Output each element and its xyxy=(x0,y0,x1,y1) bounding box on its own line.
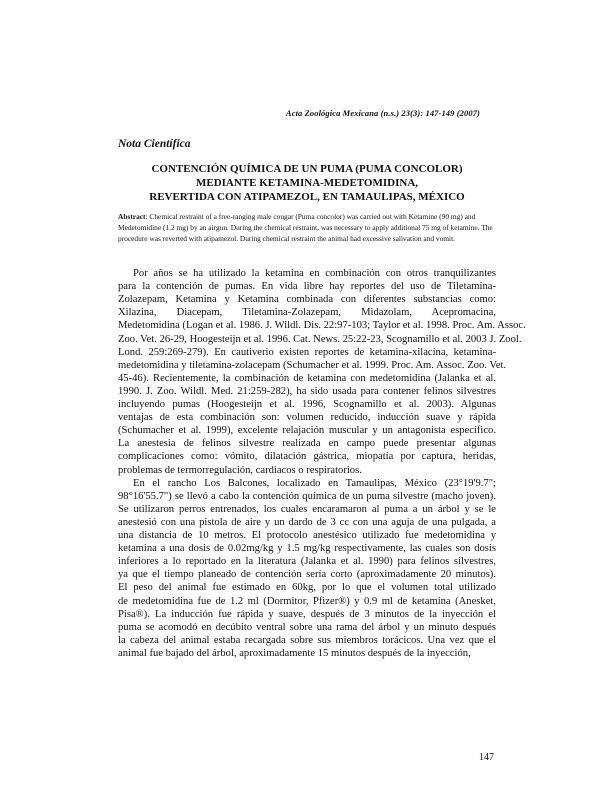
body-line: 1990. J. Zoo. Wildl. Med. 21:259-282), ha sido usada para contener felinos silvestres xyxy=(118,385,496,397)
body-line: para la contención de pumas. En vida libre hay reportes del uso de Tiletamina- xyxy=(118,281,496,293)
body-line: (Schumacher et al. 1999), excelente relajación muscular y un antagonista específico. xyxy=(118,425,496,437)
body-line: 98°16'55.7") se llevó a cabo la contención química de un puma silvestre (macho joven). xyxy=(118,490,496,502)
body-line: En el rancho Los Balcones, localizado en Tamaulipas, México (23°19'9.7"; xyxy=(133,477,496,489)
abstract-label: Abstract xyxy=(118,212,146,221)
body-line: La anestesia de felinos silvestre realizada en campo puede presentar algunas xyxy=(118,438,496,450)
title-line-3: REVERTIDA CON ATIPAMEZOL, EN TAMAULIPAS, MÉXICO xyxy=(149,191,465,203)
body-line: animal fue bajado del árbol, aproximadamente 15 minutos después de la inyección, xyxy=(118,647,471,659)
body-line: puma se acomodó en decúbito ventral sobre una rama del árbol y un minuto después xyxy=(118,621,496,633)
body-line: Pisa®). La inducción fue rápida y suave, después de 3 minutos de la inyección el xyxy=(118,608,496,620)
page-number: 147 xyxy=(479,752,494,763)
body-line: medetomidina y tiletamina-zolacepam (Schumacher et al. 1999. Proc. Am. Assoc. Zoo. Vet. xyxy=(118,359,507,371)
body-line: una distancia de 10 metros. El protocolo anestésico utilizado fue medetomidina y xyxy=(118,530,496,541)
body-line: anestesió con una pistola de aire y un dardo de 3 cc con una aguja de una pulgada, a xyxy=(118,516,496,528)
body-line: Por años se ha utilizado la ketamina en combinación con otros tranquilizantes xyxy=(133,268,496,279)
body-line: Zoo. Vet. 26-29, Hoogesteijn et al. 1996. Cat. News. 25:22-23, Scognamillo et al. 2003 J. Zool. xyxy=(118,333,522,345)
body-line: inferiores a lo reportado en la literatura (Jalanka et al. 1990) para felinos silvestres, xyxy=(118,556,496,568)
body-line: ventajas de esta combinación son: volumen reducido, inducción suave y rápida xyxy=(118,412,496,424)
body-line: 45-46). Recientemente, la combinación de ketamina con medetomidina (Jalanka et al. xyxy=(118,372,496,384)
body-line: El peso del animal fue estimado en 60kg, por lo que el volumen total utilizado xyxy=(118,582,496,594)
abstract-text: : Chemical restraint of a free-ranging male cougar (Puma concolor) was carried out with Ketamine (90 mg) and Medetomidine (1.2 mg) by an airgun. During the chemical restraint, was necessary to apply additional 75 mg of ketamine. The procedure was reverted with atipamezol. During chemical restraint the animal had excessive salivation and vomit. xyxy=(118,212,493,243)
body-line: Lond. 259:269-279). En cautiverio existen reportes de ketamina-xilacina, ketamina- xyxy=(118,346,496,358)
body-line: ketamina a una dosis de 0.02mg/kg y 1.5 mg/kg respectivamente, las cuales son dosis xyxy=(118,543,496,555)
body-line: Xilazina, Diacepam, Tiletamina-Zolazepam, Midazolam, Acepromacina, xyxy=(118,307,496,319)
body-line: ya que el tiempo planeado de contención sería corto (aproximadamente 20 minutos). xyxy=(118,569,496,581)
abstract xyxy=(118,211,496,244)
body-line: complicaciones como: vómito, dilatación gástrica, miopatía por captura, heridas, xyxy=(118,451,496,463)
body-line: de medetomidina fue de 1.2 ml (Dormitor, Pfizer®) y 0.9 ml de ketamina (Anesket, xyxy=(118,595,496,607)
body-line: la cabeza del animal estaba recargada sobre sus miembros torácicos. Una vez que el xyxy=(118,634,496,646)
body-line: Se utilizaron perros entrenados, los cuales encaramaron al puma a un árbol y se le xyxy=(118,503,496,515)
body-line: Zolazepam, Ketamina y Ketamina combinada con diferentes substancias como: xyxy=(118,294,496,306)
title-line-1: CONTENCIÓN QUÍMICA DE UN PUMA (PUMA CONCOLOR) xyxy=(151,163,463,175)
journal-citation: Acta Zoológica Mexicana (n.s.) 23(3): 147-149 (2007) xyxy=(285,108,480,118)
section-label: Nota Científica xyxy=(118,138,191,150)
body-line: Medetomidina (Logan et al. 1986. J. Wildl. Dis. 22:97-103; Taylor et al. 1998. Proc. Am. Assoc. xyxy=(118,320,526,332)
body-line: problemas de termorregulación, cardiacos o respiratorios. xyxy=(118,464,362,476)
title-line-2: MEDIANTE KETAMINA-MEDETOMIDINA, xyxy=(195,177,419,189)
body-line: incluyendo pumas (Hoogesteijn et al. 1996, Scognamillo et al. 2003). Algunas xyxy=(118,399,496,410)
